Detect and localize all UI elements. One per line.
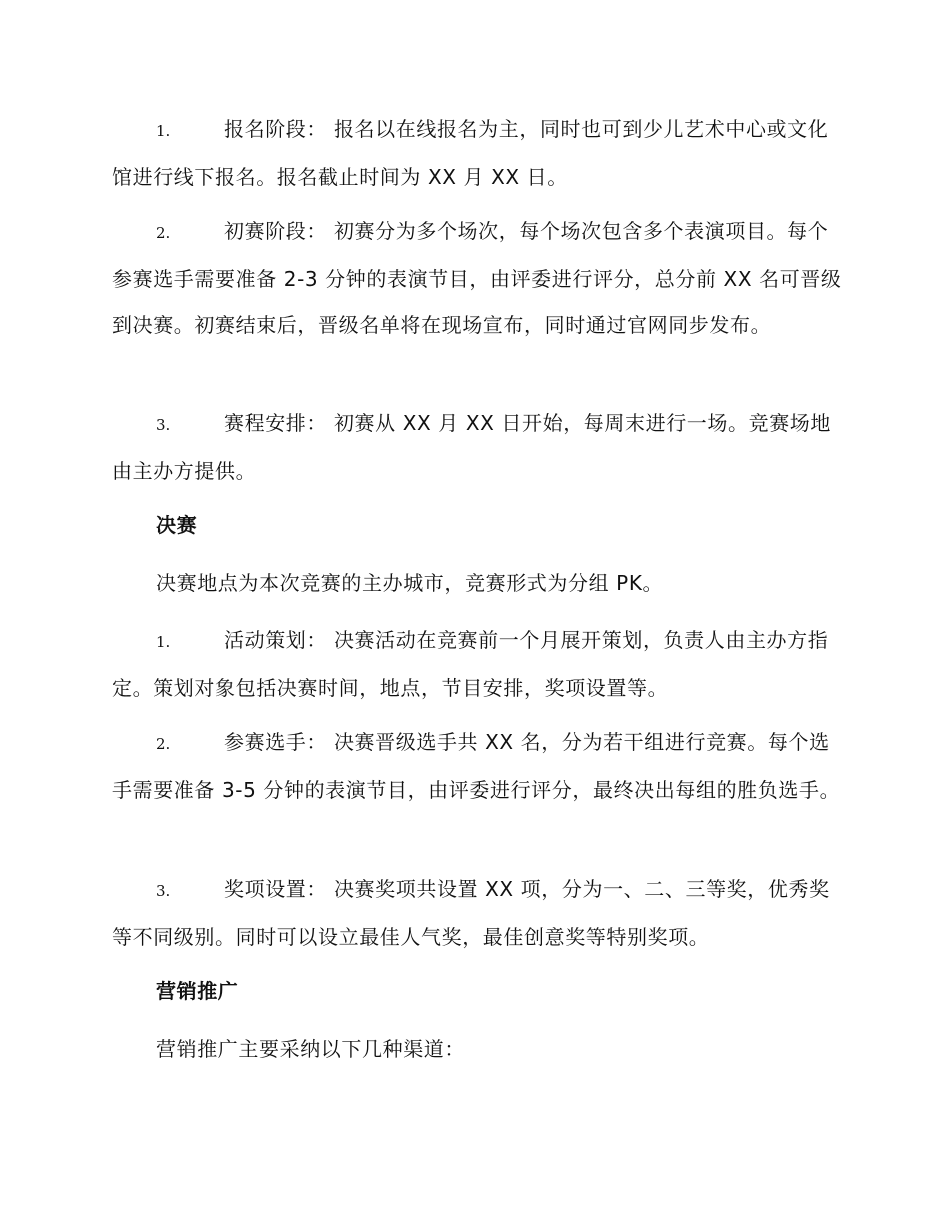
final-item-1 bbox=[112, 617, 842, 711]
item-number: 3. bbox=[156, 882, 171, 900]
item-number: 2. bbox=[156, 735, 171, 753]
item-number: 3. bbox=[156, 416, 171, 434]
final-item-2 bbox=[112, 719, 842, 813]
final-item-3 bbox=[112, 866, 842, 960]
item-number: 2. bbox=[156, 224, 171, 242]
final-heading: 决赛 bbox=[156, 513, 198, 537]
prelim-item-1 bbox=[112, 106, 842, 200]
marketing-heading: 营销推广 bbox=[156, 979, 239, 1003]
item-number: 1. bbox=[156, 633, 171, 651]
item-text: 初赛阶段： 初赛分为多个场次，每个场次包含多个表演项目。每个参赛选手需要准备 2-3 分钟的表演节目，由评委进行评分，总分前 XX 名可晋级到决赛。初赛结束后，晋级名单将在现场宣布，同时通过官网同步发布。 bbox=[112, 219, 842, 337]
item-text: 参赛选手： 决赛晋级选手共 XX 名，分为若干组进行竞赛。每个选手需要准备 3-5 分钟的表演节目，由评委进行评分，最终决出每组的胜负选手。 bbox=[112, 730, 841, 802]
prelim-item-2 bbox=[112, 208, 842, 348]
item-text: 活动策划： 决赛活动在竞赛前一个月展开策划，负责人由主办方指定。策划对象包括决赛时间，地点，节目安排，奖项设置等。 bbox=[112, 628, 829, 700]
item-text: 报名阶段： 报名以在线报名为主，同时也可到少儿艺术中心或文化馆进行线下报名。报名截止时间为 XX 月 XX 日。 bbox=[112, 117, 829, 189]
item-text: 奖项设置： 决赛奖项共设置 XX 项，分为一、二、三等奖，优秀奖等不同级别。同时可以设立最佳人气奖，最佳创意奖等特别奖项。 bbox=[112, 877, 830, 949]
item-text: 赛程安排： 初赛从 XX 月 XX 日开始，每周末进行一场。竞赛场地由主办方提供。 bbox=[112, 411, 831, 483]
marketing-intro: 营销推广主要采纳以下几种渠道： bbox=[156, 1037, 465, 1061]
final-intro: 决赛地点为本次竞赛的主办城市，竞赛形式为分组 PK。 bbox=[156, 571, 664, 595]
prelim-item-3 bbox=[112, 400, 842, 494]
item-number: 1. bbox=[156, 122, 171, 140]
